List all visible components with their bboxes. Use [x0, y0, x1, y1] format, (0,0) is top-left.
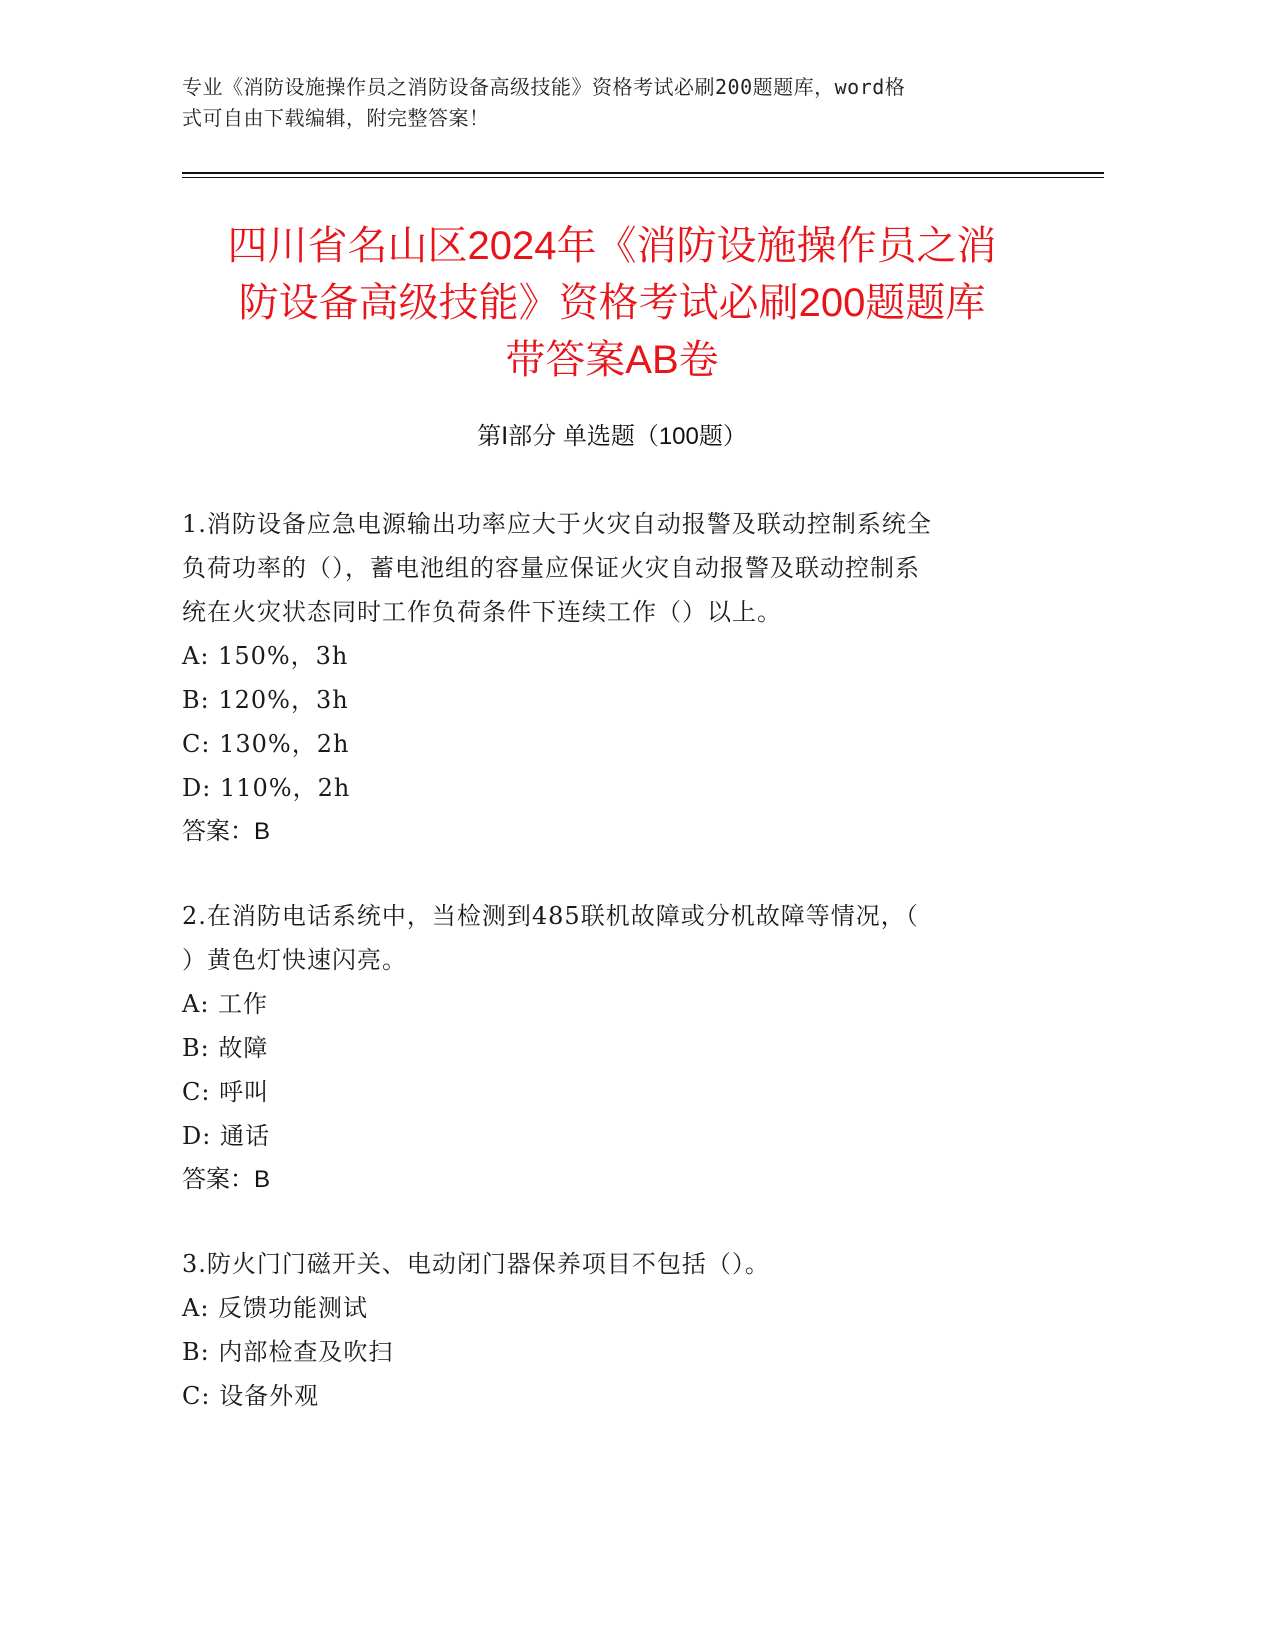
- option-a: A: 工作: [182, 990, 269, 1018]
- question-stem-line: 2.在消防电话系统中，当检测到485联机故障或分机故障等情况，（: [182, 902, 919, 930]
- question-stem: [182, 894, 1022, 982]
- option-c: C: 呼叫: [182, 1078, 270, 1106]
- header-divider-thin: [182, 177, 1104, 178]
- document-title-line-1: 四川省名山区2024年《消防设施操作员之消: [227, 224, 997, 268]
- header-divider-thick: [182, 172, 1104, 174]
- option-c: C: 设备外观: [182, 1382, 320, 1410]
- question-stem: [182, 1242, 1022, 1286]
- option-b: B: 120%，3h: [182, 686, 349, 714]
- document-title: [182, 218, 1042, 389]
- question-stem-line: ）黄色灯快速闪亮。: [182, 946, 407, 974]
- option-d: D: 110%，2h: [182, 774, 351, 802]
- question-1: [182, 502, 1022, 854]
- answer-line: 答案：B: [182, 818, 271, 845]
- question-stem-line: 负荷功率的（），蓄电池组的容量应保证火灾自动报警及联动控制系: [182, 554, 920, 582]
- question-stem-line: 统在火灾状态同时工作负荷条件下连续工作（）以上。: [182, 598, 782, 626]
- section-title: 第Ⅰ部分 单选题（100题）: [477, 423, 747, 450]
- header-note: [182, 72, 1082, 134]
- question-2: [182, 894, 1022, 1202]
- option-b: B: 内部检查及吹扫: [182, 1338, 394, 1366]
- question-3: [182, 1242, 1022, 1418]
- question-stem-line: 1.消防设备应急电源输出功率应大于火灾自动报警及联动控制系统全: [182, 510, 932, 538]
- option-b: B: 故障: [182, 1034, 269, 1062]
- option-c: C: 130%，2h: [182, 730, 350, 758]
- question-stem: [182, 502, 1022, 634]
- header-note-line-2: 式可自由下载编辑，附完整答案！: [182, 106, 490, 130]
- question-stem-line: 3.防火门门磁开关、电动闭门器保养项目不包括（）。: [182, 1250, 770, 1278]
- option-d: D: 通话: [182, 1122, 270, 1150]
- document-title-line-2: 防设备高级技能》资格考试必刷200题题库: [238, 281, 986, 325]
- header-note-line-1: 专业《消防设施操作员之消防设备高级技能》资格考试必刷200题题库，word格: [182, 75, 906, 99]
- option-a: A: 150%，3h: [182, 642, 349, 670]
- option-a: A: 反馈功能测试: [182, 1294, 369, 1322]
- answer-line: 答案：B: [182, 1166, 271, 1193]
- document-title-line-3: 带答案AB卷: [505, 338, 719, 382]
